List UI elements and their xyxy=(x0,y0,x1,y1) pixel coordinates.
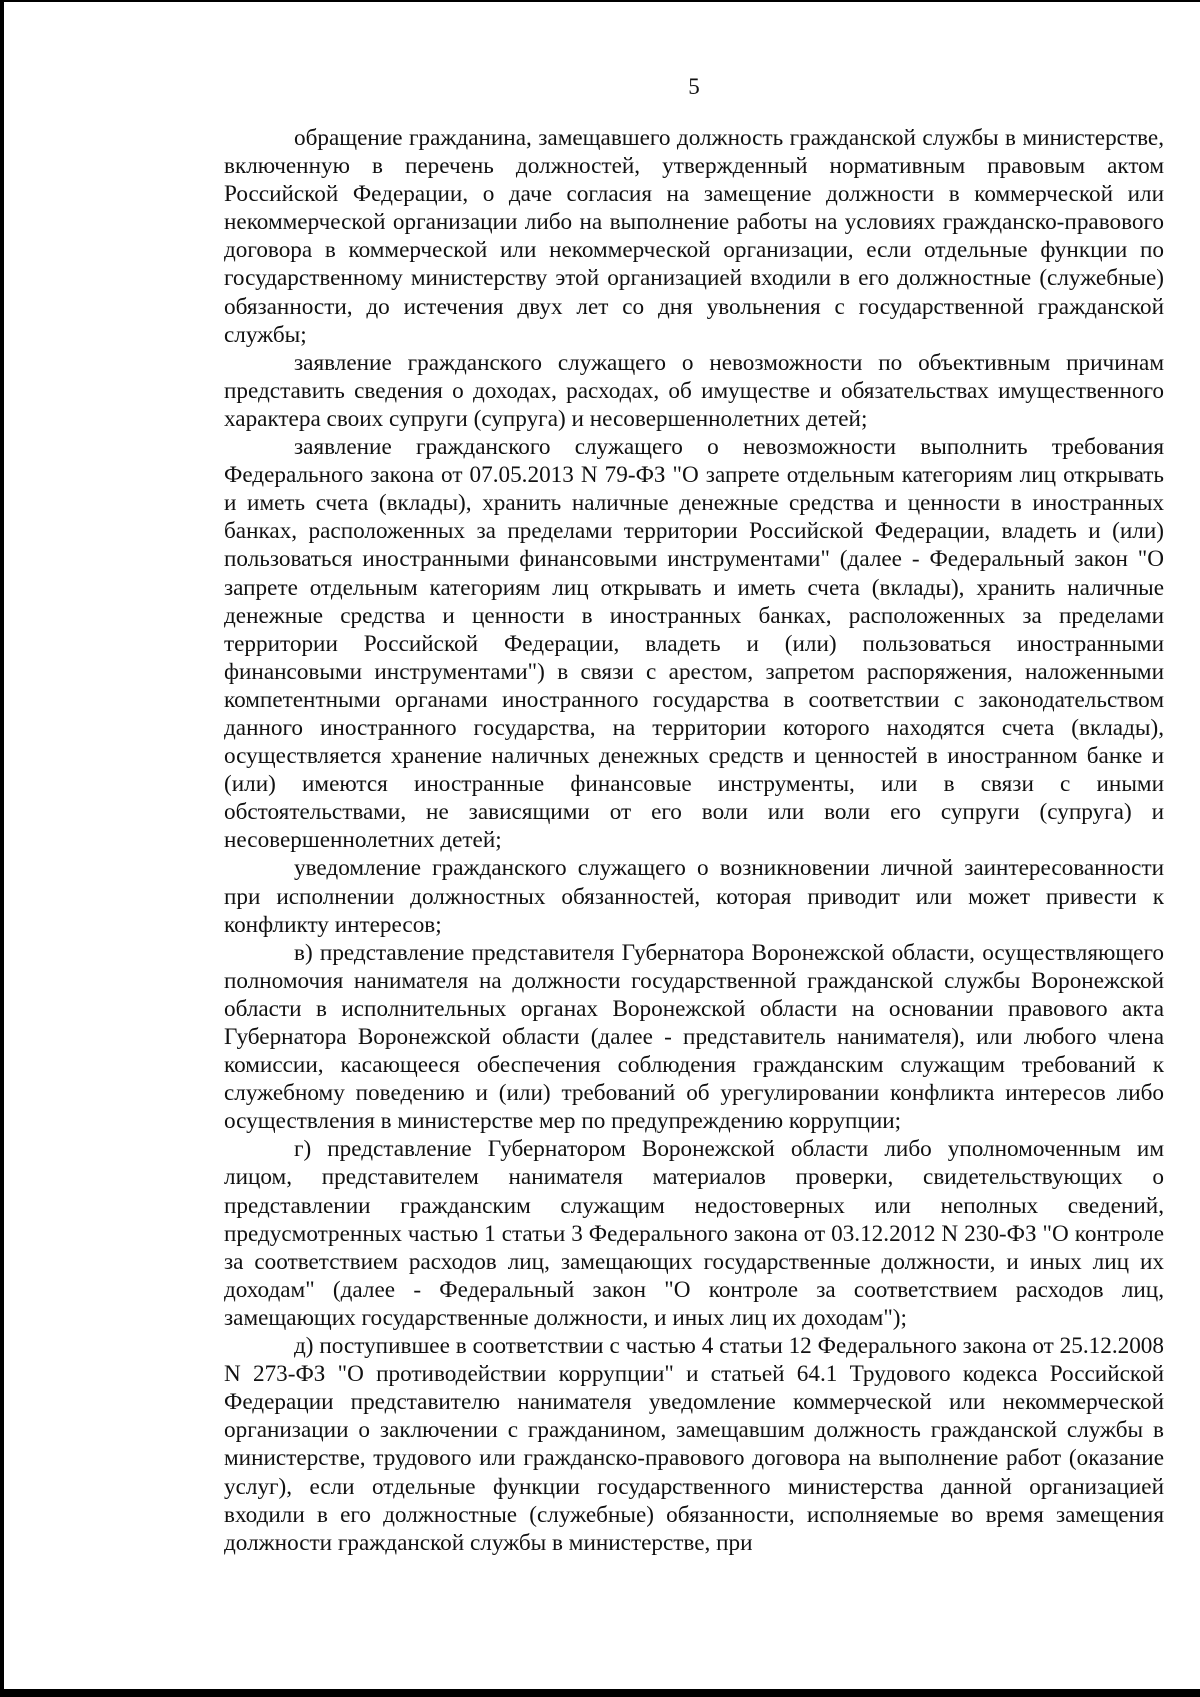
document-body xyxy=(224,124,1164,1557)
paragraph-item-g: г) представление Губернатором Воронежской области либо уполномоченным им лицом, представителем нанимателя материалов проверки, свидетельствующих о представлении гражданским служащим недостоверных или неполных сведений, предусмотренных частью 1 статьи 3 Федерального закона от 03.12.2012 N 230-ФЗ "О контроле за соответствием расходов лиц, замещающих государственные должности, и иных лиц их доходам" (далее - Федеральный закон "О контроле за соответствием расходов лиц, замещающих государственные должности, и иных лиц их доходам"); xyxy=(224,1136,1164,1331)
page-number: 5 xyxy=(688,74,700,99)
paragraph-foreign-accounts: заявление гражданского служащего о невозможности выполнить требования Федерального закона от 07.05.2013 N 79-ФЗ "О запрете отдельным категориям лиц открывать и иметь счета (вклады), хранить наличные денежные средства и ценности в иностранных банках, расположенных за пределами территории Российской Федерации, владеть и (или) пользоваться иностранными финансовыми инструментами" (далее - Федеральный закон "О запрете отдельным категориям лиц открывать и иметь счета (вклады), хранить наличные денежные средства и ценности в иностранных банках, расположенных за пределами территории Российской Федерации, владеть и (или) пользоваться иностранными финансовыми инструментами") в связи с арестом, запретом распоряжения, наложенными компетентными органами иностранного государства в соответствии с законодательством данного иностранного государства, на территории которого находятся счета (вклады), осуществляется хранение наличных денежных средств и ценностей в иностранном банке и (или) имеются иностранные финансовые инструменты, или в связи с иными обстоятельствами, не зависящими от его воли или воли его супруги (супруга) и несовершеннолетних детей; xyxy=(224,434,1164,854)
paragraph-item-v: в) представление представителя Губернатора Воронежской области, осуществляющего полномочия нанимателя на должности государственной гражданской службы Воронежской области в исполнительных органах Воронежской области на основании правового акта Губернатора Воронежской области (далее - представитель нанимателя), или любого члена комиссии, касающееся обеспечения соблюдения гражданским служащим требований к служебному поведению и (или) требований об урегулировании конфликта интересов либо осуществления в министерстве мер по предупреждению коррупции; xyxy=(224,939,1164,1135)
paragraph-item-d: д) поступившее в соответствии с частью 4 статьи 12 Федерального закона от 25.12.2008 N 273-ФЗ "О противодействии коррупции" и статьей 64.1 Трудового кодекса Российской Федерации представителю нанимателя уведомление коммерческой или некоммерческой организации о заключении с гражданином, замещавшим должность гражданской службы в министерстве, трудового или гражданско-правового договора на выполнение работ (оказание услуг), если отдельные функции государственного министерства данной организацией входили в его должностные (служебные) обязанности, исполняемые во время замещения должности гражданской службы в министерстве, при xyxy=(224,1333,1164,1556)
paragraph-conflict-notice: уведомление гражданского служащего о возникновении личной заинтересованности при исполнении должностных обязанностей, которая приводит или может привести к конфликту интересов; xyxy=(224,855,1164,938)
paragraph-application-consent: обращение гражданина, замещавшего должность гражданской службы в министерстве, включенную в перечень должностей, утвержденный нормативным правовым актом Российской Федерации, о даче согласия на замещение должности в коммерческой или некоммерческой организации либо на выполнение работы на условиях гражданско-правового договора в коммерческой или некоммерческой организации, если отдельные функции по государственному министерству этой организацией входили в его должностные (служебные) обязанности, до истечения двух лет со дня увольнения с государственной гражданской службы; xyxy=(224,125,1164,348)
paragraph-income-statement: заявление гражданского служащего о невозможности по объективным причинам представить сведения о доходах, расходах, об имуществе и обязательствах имущественного характера своих супруги (супруга) и несовершеннолетних детей; xyxy=(224,349,1164,432)
